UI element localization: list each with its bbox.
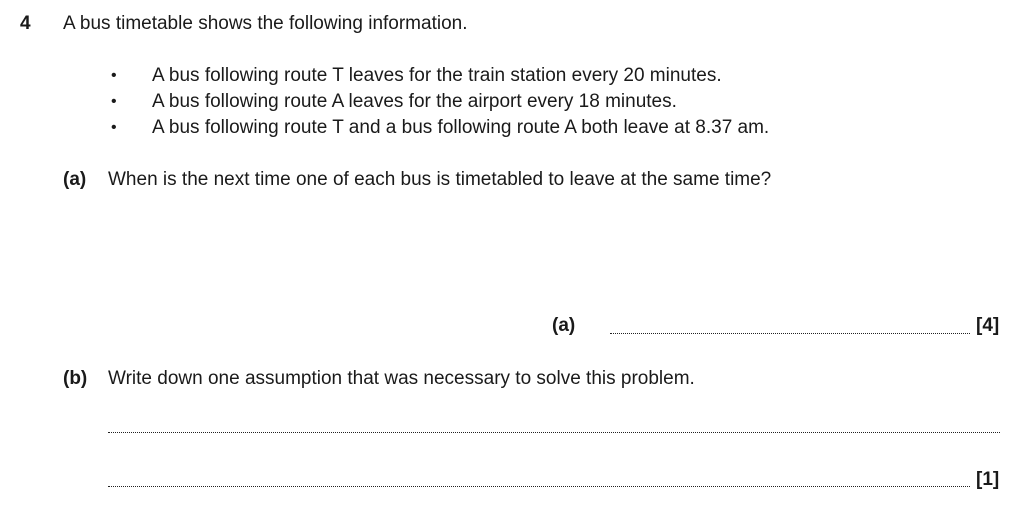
part-a-question: When is the next time one of each bus is timetabled to leave at the same time? bbox=[108, 169, 772, 190]
part-b-question: Write down one assumption that was necessary to solve this problem. bbox=[108, 368, 695, 389]
answer-a-line[interactable] bbox=[610, 333, 970, 334]
bullet-icon: • bbox=[111, 93, 117, 110]
bullet-item-2: A bus following route A leaves for the airport every 18 minutes. bbox=[152, 91, 677, 112]
question-number: 4 bbox=[20, 13, 31, 34]
part-b-label: (b) bbox=[63, 368, 88, 389]
question-intro: A bus timetable shows the following information. bbox=[63, 13, 468, 34]
bullet-item-1: A bus following route T leaves for the train station every 20 minutes. bbox=[152, 65, 722, 86]
marks-a: [4] bbox=[976, 315, 1000, 336]
part-a-label: (a) bbox=[63, 169, 87, 190]
bullet-icon: • bbox=[111, 67, 117, 84]
answer-b-line-2[interactable] bbox=[108, 486, 970, 487]
answer-a-label: (a) bbox=[552, 315, 576, 336]
answer-b-line-1[interactable] bbox=[108, 432, 1000, 433]
marks-b: [1] bbox=[976, 469, 1000, 490]
bullet-item-3: A bus following route T and a bus following route A both leave at 8.37 am. bbox=[152, 117, 770, 138]
bullet-icon: • bbox=[111, 119, 117, 136]
